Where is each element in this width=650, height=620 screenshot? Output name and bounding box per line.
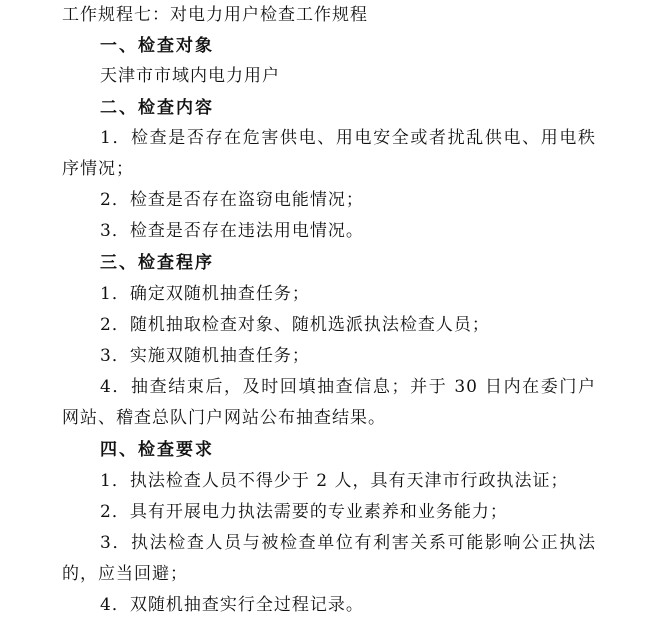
section-line: 3．执法检查人员与被检查单位有利害关系可能影响公正执法 bbox=[100, 533, 596, 553]
section-line: 1．确定双随机抽查任务； bbox=[100, 284, 310, 304]
section-line: 2．随机抽取检查对象、随机选派执法检查人员； bbox=[100, 315, 490, 335]
section-line: 的，应当回避； bbox=[62, 564, 188, 584]
section-heading-inspection-procedure: 三、检查程序 bbox=[100, 253, 214, 273]
section-line: 1．执法检查人员不得少于 2 人，具有天津市行政执法证； bbox=[100, 471, 569, 491]
section-line: 天津市市域内电力用户 bbox=[100, 66, 280, 86]
section-heading-inspection-targets: 一、检查对象 bbox=[100, 36, 214, 56]
document-title: 工作规程七：对电力用户检查工作规程 bbox=[62, 5, 368, 25]
section-line: 3．实施双随机抽查任务； bbox=[100, 346, 310, 366]
section-heading-inspection-requirements: 四、检查要求 bbox=[100, 440, 214, 460]
section-heading-inspection-content: 二、检查内容 bbox=[100, 98, 214, 118]
section-line: 4．抽查结束后，及时回填抽查信息；并于 30 日内在委门户 bbox=[100, 377, 596, 397]
section-line: 4．双随机抽查实行全过程记录。 bbox=[100, 595, 364, 615]
section-line: 序情况； bbox=[62, 159, 134, 179]
section-line: 网站、稽查总队门户网站公布抽查结果。 bbox=[62, 408, 386, 428]
section-line: 2．检查是否存在盗窃电能情况； bbox=[100, 190, 364, 210]
section-line: 1．检查是否存在危害供电、用电安全或者扰乱供电、用电秩 bbox=[100, 128, 596, 148]
section-line: 3．检查是否存在违法用电情况。 bbox=[100, 221, 364, 241]
section-line: 2．具有开展电力执法需要的专业素养和业务能力； bbox=[100, 502, 508, 522]
